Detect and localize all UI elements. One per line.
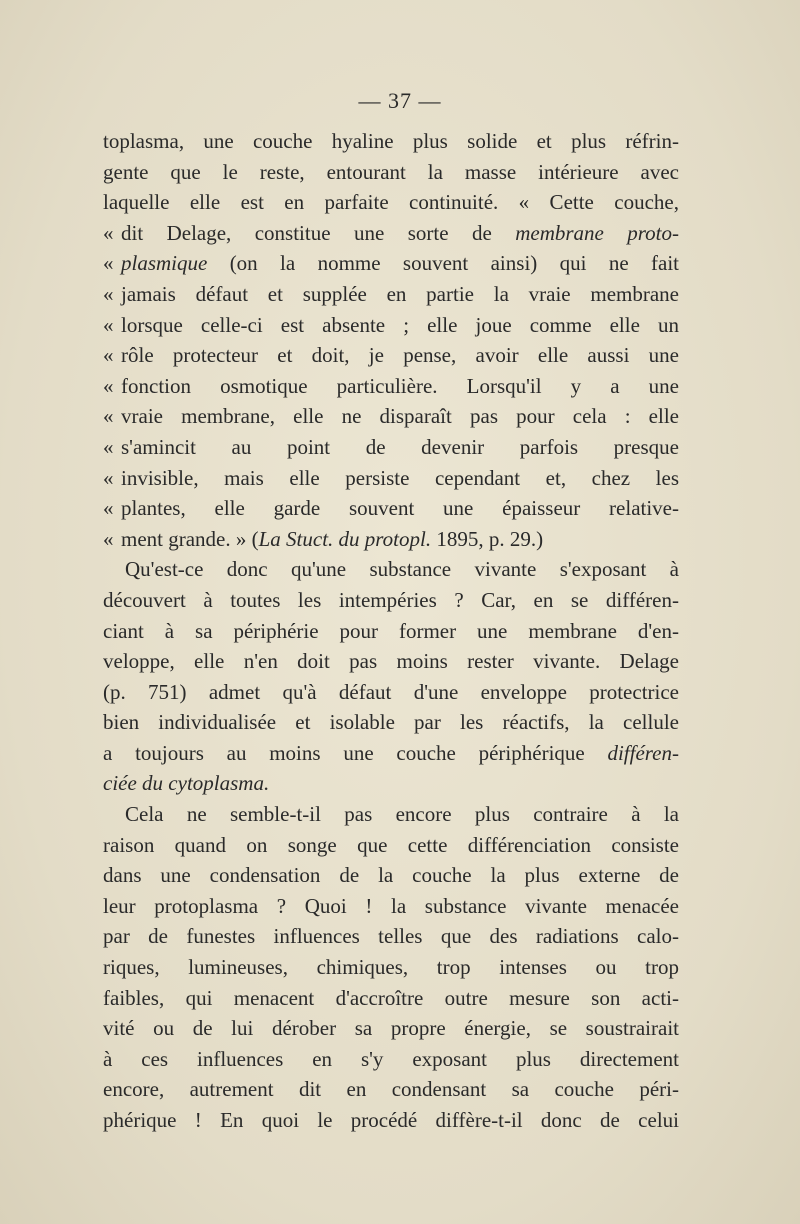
text-segment: Cela ne semble-t-il pas encore plus contraire à la [125, 802, 679, 827]
quote-mark: « [103, 312, 114, 337]
text-line [103, 1044, 679, 1075]
text-line [103, 952, 679, 983]
text-line [103, 677, 679, 708]
text-segment: découvert à toutes les intempéries ? Car, en se différen- [103, 587, 679, 612]
text-segment: leur protoplasma ? Quoi ! la substance vivante menacée [103, 893, 679, 918]
text-segment: jamais défaut et supplée en partie la vraie membrane [121, 281, 679, 306]
quote-mark: « [103, 220, 114, 245]
text-line [103, 860, 679, 891]
text-line [103, 768, 679, 799]
text-line [103, 126, 679, 157]
text-segment: vraie membrane, elle ne disparaît pas pour cela : elle [121, 404, 679, 429]
text-segment: ciant à sa périphérie pour former une membrane d'en- [103, 618, 679, 643]
text-segment: a toujours au moins une couche périphérique [103, 740, 608, 765]
text-line [103, 248, 679, 279]
italic-text: ciée du cytoplasma. [103, 771, 270, 796]
text-line [103, 187, 679, 218]
text-segment: fonction osmotique particulière. Lorsqu'il y a une [121, 373, 679, 398]
text-line [103, 616, 679, 647]
text-line [103, 799, 679, 830]
quote-mark: « [103, 281, 114, 306]
italic-text: La Stuct. du protopl. [258, 526, 432, 551]
text-segment: rôle protecteur et doit, je pense, avoir elle aussi une [121, 343, 679, 368]
quote-mark: « [103, 526, 114, 551]
text-line [103, 279, 679, 310]
text-segment: plantes, elle garde souvent une épaisseur relative- [121, 496, 679, 521]
text-line [103, 524, 679, 555]
text-segment: raison quand on songe que cette différenciation consiste [103, 832, 679, 857]
text-segment: lorsque celle-ci est absente ; elle joue comme elle un [121, 312, 679, 337]
italic-text: plasmique [121, 251, 208, 276]
quote-mark: « [103, 496, 114, 521]
text-line [103, 738, 679, 769]
italic-text: membrane proto- [515, 220, 679, 245]
text-segment: invisible, mais elle persiste cependant et, chez les [121, 465, 679, 490]
text-segment: riques, lumineuses, chimiques, trop intenses ou trop [103, 955, 679, 980]
text-line [103, 554, 679, 585]
text-segment: (p. 751) admet qu'à défaut d'une enveloppe protectrice [103, 679, 679, 704]
text-segment: par de funestes influences telles que des radiations calo- [103, 924, 679, 949]
text-line [103, 1074, 679, 1105]
text-line [103, 493, 679, 524]
text-segment: encore, autrement dit en condensant sa couche péri- [103, 1077, 679, 1102]
text-line [103, 830, 679, 861]
quote-mark: « [103, 404, 114, 429]
text-segment: laquelle elle est en parfaite continuité. « Cette couche, [103, 190, 679, 215]
body-text [103, 126, 679, 1136]
text-line [103, 157, 679, 188]
text-segment: à ces influences en s'y exposant plus directement [103, 1046, 679, 1071]
text-segment: (on la nomme souvent ainsi) qui ne fait [207, 251, 679, 276]
text-line [103, 1013, 679, 1044]
text-line [103, 921, 679, 952]
text-line [103, 891, 679, 922]
text-segment: s'amincit au point de devenir parfois presque [121, 434, 679, 459]
text-line [103, 707, 679, 738]
text-segment: bien individualisée et isolable par les réactifs, la cellule [103, 710, 679, 735]
text-segment: dans une condensation de la couche la plus externe de [103, 863, 679, 888]
text-line [103, 401, 679, 432]
quote-mark: « [103, 434, 114, 459]
text-line [103, 310, 679, 341]
text-segment: ment grande. » ( [121, 526, 259, 551]
text-segment: faibles, qui menacent d'accroître outre mesure son acti- [103, 985, 679, 1010]
text-line [103, 463, 679, 494]
text-line [103, 983, 679, 1014]
italic-text: différen- [607, 740, 679, 765]
text-line [103, 1105, 679, 1136]
text-line [103, 218, 679, 249]
text-segment: phérique ! En quoi le procédé diffère-t-il donc de celui [103, 1108, 679, 1132]
text-line [103, 432, 679, 463]
text-segment: vité ou de lui dérober sa propre énergie, se soustrairait [103, 1016, 679, 1041]
text-line [103, 340, 679, 371]
text-segment: toplasma, une couche hyaline plus solide et plus réfrin- [103, 129, 679, 153]
page-number: — 37 — [358, 88, 442, 113]
text-segment: gente que le reste, entourant la masse intérieure avec [103, 159, 679, 184]
text-segment: dit Delage, constitue une sorte de [121, 220, 516, 245]
quote-mark: « [103, 343, 114, 368]
quote-mark: « [103, 465, 114, 490]
text-segment: 1895, p. 29.) [431, 526, 544, 551]
text-line [103, 371, 679, 402]
text-segment: veloppe, elle n'en doit pas moins rester vivante. Delage [103, 649, 679, 674]
quote-mark: « [103, 373, 114, 398]
text-line [103, 585, 679, 616]
text-line [103, 646, 679, 677]
quote-mark: « [103, 251, 114, 276]
text-segment: Qu'est-ce donc qu'une substance vivante s'exposant à [125, 557, 679, 582]
